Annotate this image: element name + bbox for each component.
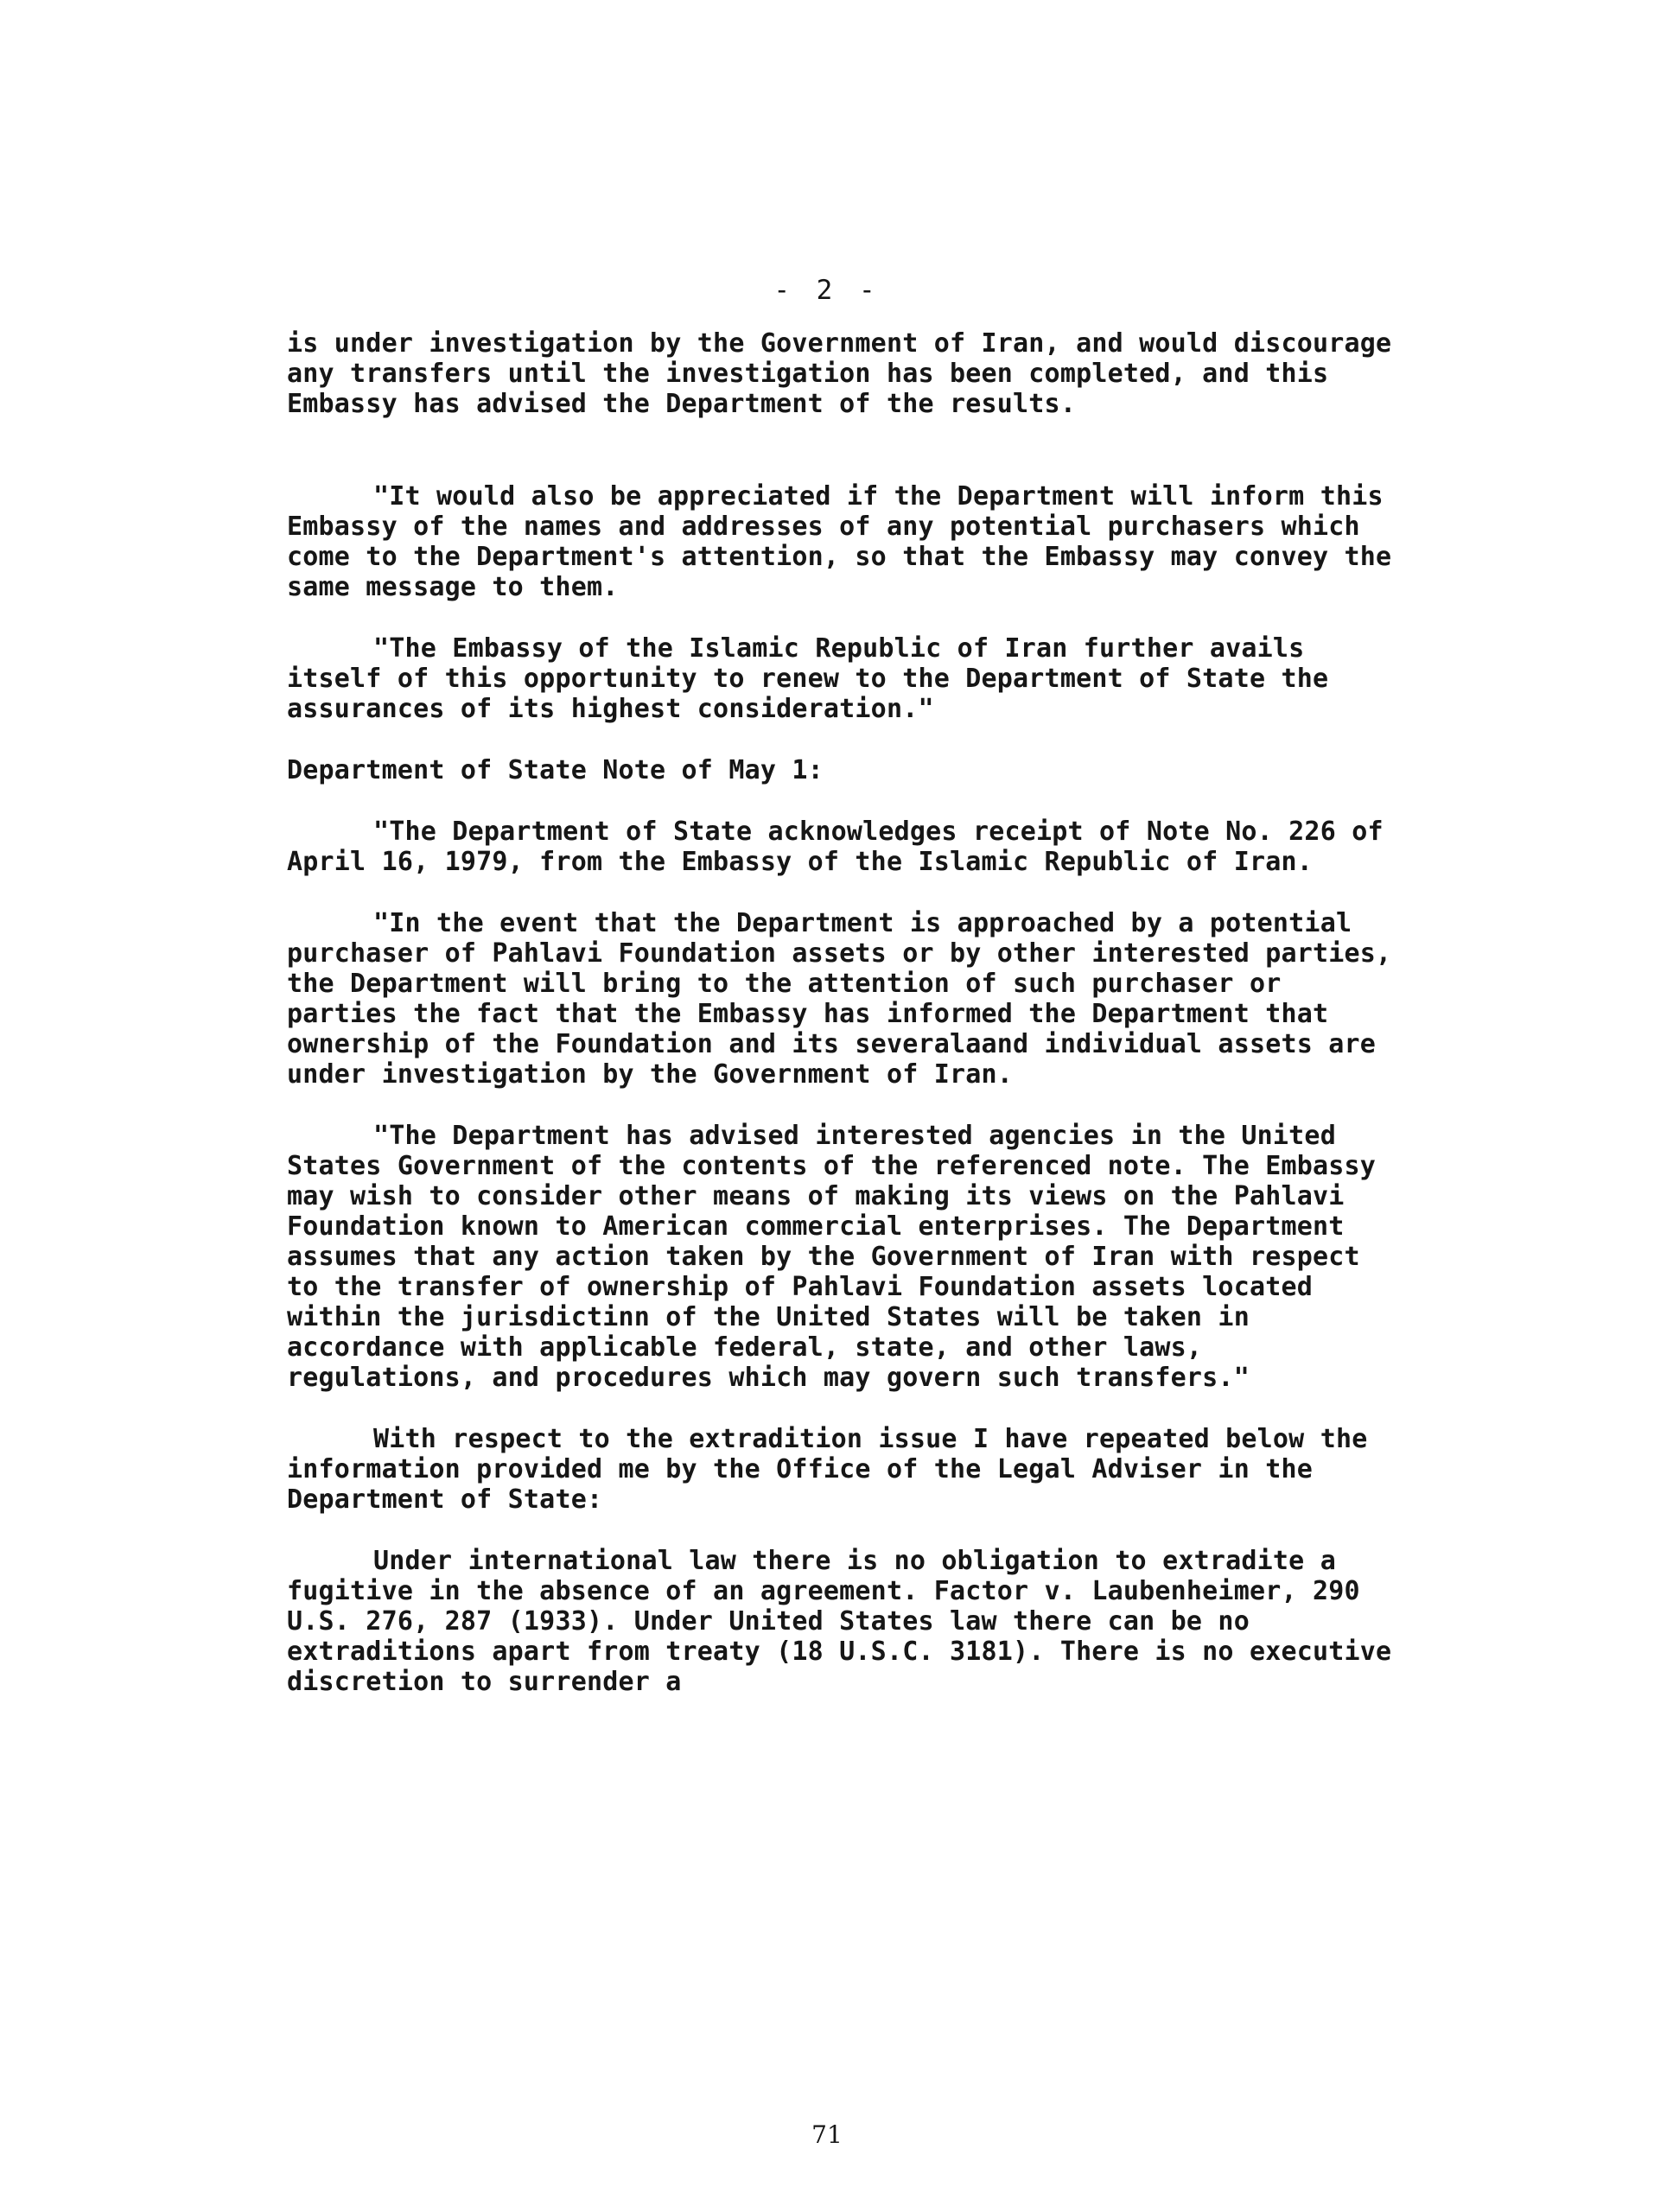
paragraph-event-approached: "In the event that the Department is approached by a potential purchaser of Pahlavi Foundation assets or by other interested parties, the Department will bring to the attention of such purchaser or parties the fact that the Embassy has informed the Department that ownership of the Foundation and its severalaand individual assets are under investigation by the Government of Iran. <box>287 908 1392 1090</box>
paragraph-extradition-issue: With respect to the extradition issue I have repeated below the information provided me by the Office of the Legal Adviser in the Department of State: <box>287 1424 1368 1515</box>
document-body <box>287 328 1393 1728</box>
footer-page-number: 71 <box>811 2120 843 2149</box>
paragraph-embassy-closing: "The Embassy of the Islamic Republic of Iran further avails itself of this opportunity to renew to the Department of State the assurances of its highest consideration." <box>287 633 1329 724</box>
paragraph-investigation: is under investigation by the Government of Iran, and would discourage any transfers until the investigation has been completed, and this Embassy has advised the Department of the results. <box>287 328 1392 419</box>
section-heading-state-note: Department of State Note of May 1: <box>287 755 824 785</box>
paragraph-potential-purchasers: "It would also be appreciated if the Department will inform this Embassy of the names and addresses of any potential purchasers which come to the Department's attention, so that the Embassy may convey the same message to them. <box>287 481 1392 602</box>
page-number-top: - 2 - <box>773 275 881 306</box>
paragraph-advised-agencies: "The Department has advised interested agencies in the United States Government of the contents of the referenced note. The Embassy may wish to consider other means of making its views on the Pahlavi Foundation known to American commercial enterprises. The Department assumes that any action taken by the Government of Iran with respect to the transfer of ownership of Pahlavi Foundation assets located within the jurisdictinn of the United States will be taken in accordance with applicable federal, state, and other laws, regulations, and procedures which may govern such transfers." <box>287 1121 1377 1393</box>
paragraph-international-law: Under international law there is no obligation to extradite a fugitive in the absence of an agreement. Factor v. Laubenheimer, 290 U.S. 276, 287 (1933). Under United States law there can be no extraditions apart from treaty (18 U.S.C. 3181). There is no executive discretion to surrender a <box>287 1546 1392 1697</box>
paragraph-acknowledges-receipt: "The Department of State acknowledges receipt of Note No. 226 of April 16, 1979, from the Embassy of the Islamic Republic of Iran. <box>287 817 1384 877</box>
